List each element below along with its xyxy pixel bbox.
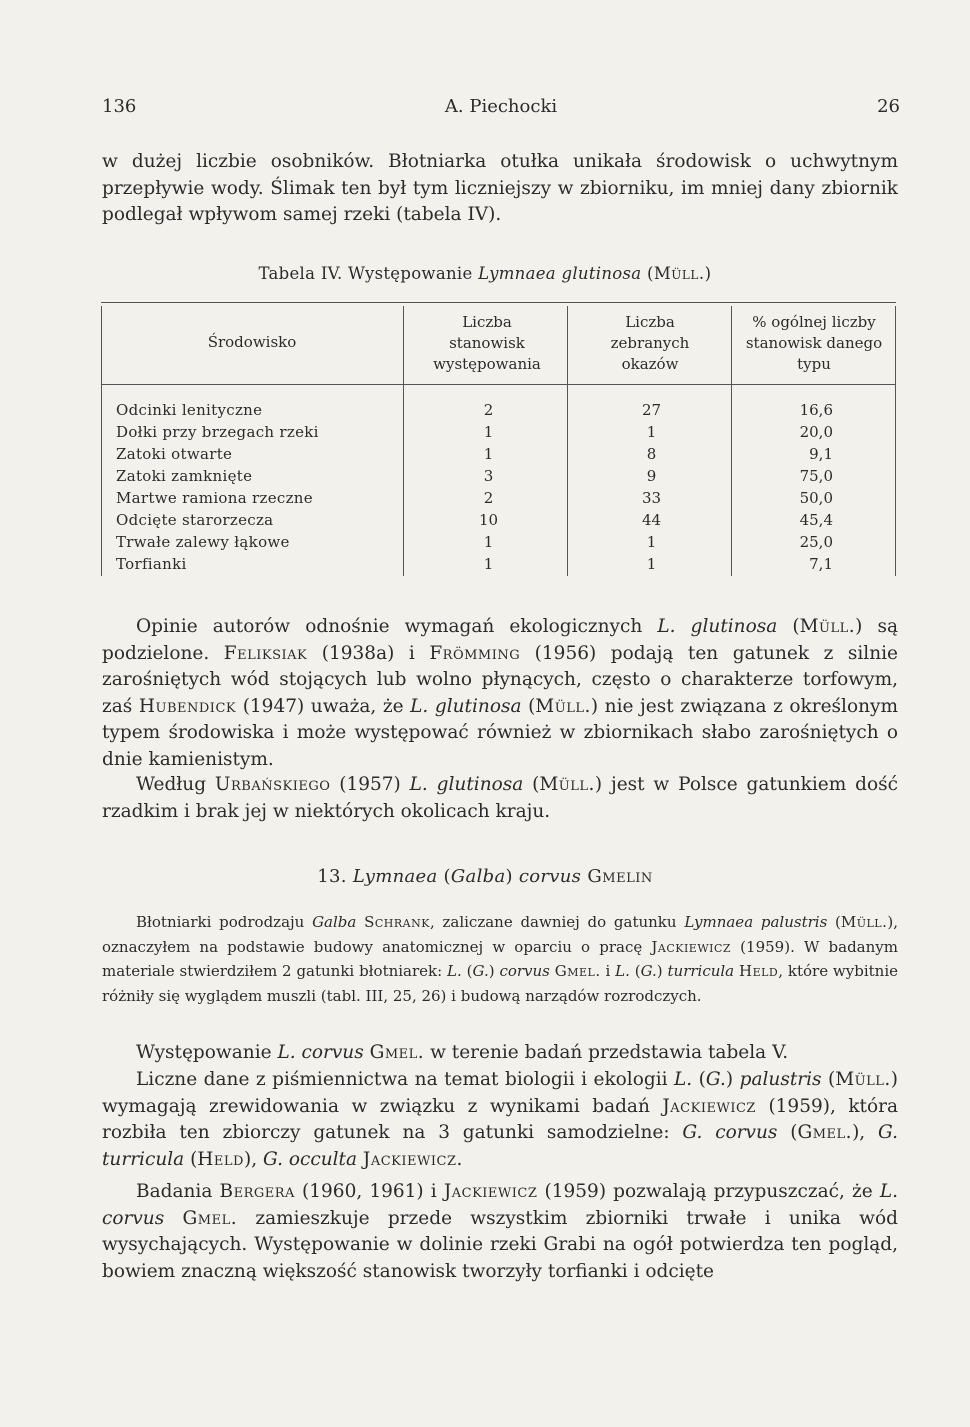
caption-prefix: Tabela IV. Występowanie bbox=[258, 264, 479, 283]
volume-number: 26 bbox=[877, 96, 900, 117]
table-row-procent: 20,0 bbox=[799, 423, 833, 441]
table-row-stanowiska: 2 bbox=[483, 401, 494, 419]
col-header-stanowiska: Liczba stanowisk występowania bbox=[433, 313, 541, 373]
paragraph-liczne: Liczne dane z piśmiennictwa na temat biologii i ekologii L. (G.) palustris (Müll.) wymagają zrewidowania w związku z wynikami badań Jackiewicz (1959), która rozbiła ten zbiorczy gatunek na 3 gatunki samodzielne: G. corvus (Gmel.), G. turricula (Held), G. occulta Jackiewicz. bbox=[102, 1069, 898, 1170]
table-row-stanowiska: 1 bbox=[483, 533, 494, 551]
table-header-rule bbox=[101, 384, 896, 385]
paragraph-opinie: Opinie autorów odnośnie wymagań ekologicznych L. glutinosa (Müll.) są podzielone. Feliksiak (1938a) i Frömming (1956) podają ten gatunek z silnie zarośniętych wód stojących lub wolno płynących, często o charakterze torfowym, zaś Hubendick (1947) uważa, że L. glutinosa (Müll.) nie jest związana z określonym typem środowiska i może występować również w zbiornikach słabo zarośniętych o dnie kamienistym. bbox=[102, 616, 898, 770]
col-header-okazy: Liczba zebranych okazów bbox=[610, 313, 690, 373]
paragraph-wedlug: Według Urbańskiego (1957) L. glutinosa (Müll.) jest w Polsce gatunkiem dość rzadkim i brak jej w niektórych okolicach kraju. bbox=[102, 774, 898, 822]
col-header-srodowisko: Środowisko bbox=[207, 333, 297, 351]
table-row-stanowiska: 1 bbox=[483, 555, 494, 573]
table-row-procent: 50,0 bbox=[799, 489, 833, 507]
table-row-okazy: 1 bbox=[646, 533, 657, 551]
table-row-name: Dołki przy brzegach rzeki bbox=[116, 423, 319, 441]
table-row-stanowiska: 10 bbox=[478, 511, 499, 529]
caption-species: Lymnaea glutinosa bbox=[478, 264, 642, 283]
table-row-procent: 9,1 bbox=[809, 445, 833, 463]
table-row-name: Zatoki zamknięte bbox=[116, 467, 253, 485]
page-number: 136 bbox=[102, 96, 137, 117]
table-caption bbox=[0, 264, 970, 283]
table-row-stanowiska: 2 bbox=[483, 489, 494, 507]
table-row-okazy: 33 bbox=[641, 489, 662, 507]
table-row-name: Odcięte starorzecza bbox=[116, 511, 274, 529]
running-header bbox=[102, 96, 900, 120]
table-row-procent: 75,0 bbox=[799, 467, 833, 485]
table-row-okazy: 9 bbox=[646, 467, 657, 485]
table-row-okazy: 8 bbox=[646, 445, 657, 463]
table-row-stanowiska: 3 bbox=[483, 467, 494, 485]
table-right-rule bbox=[895, 306, 896, 576]
table-row-procent: 45,4 bbox=[799, 511, 833, 529]
table-row-okazy: 44 bbox=[641, 511, 662, 529]
paragraph-badania: Badania Bergera (1960, 1961) i Jackiewicz (1959) pozwalają przypuszczać, że L. corvus Gmel. zamieszkuje przede wszystkim zbiorniki trwałe i unika wód wysychających. Występowanie w dolinie rzeki Grabi na ogół potwierdza ten pogląd, bowiem znaczną większość stanowisk tworzyły torfianki i odcięte bbox=[102, 1181, 898, 1282]
section-title: 13. Lymnaea (Galba) corvus Gmelin bbox=[317, 866, 653, 887]
table-iv bbox=[101, 302, 896, 577]
table-row-okazy: 1 bbox=[646, 555, 657, 573]
running-author: A. Piechocki bbox=[444, 96, 558, 117]
table-row-procent: 7,1 bbox=[809, 555, 833, 573]
table-row-okazy: 1 bbox=[646, 423, 657, 441]
paragraph-small: Błotniarki podrodzaju Galba Schrank, zaliczane dawniej do gatunku Lymnaea palustris (Müll.), oznaczyłem na podstawie budowy anatomicznej w oparciu o pracę Jackiewicz (1959). W badanym materiale stwierdziłem 2 gatunki błotniarek: L. (G.) corvus Gmel. i L. (G.) turricula Held, które wybitnie różniły się wyglądem muszli (tabl. III, 25, 26) i budową narządów rozrodczych. bbox=[102, 913, 898, 1005]
table-row-procent: 16,6 bbox=[799, 401, 833, 419]
table-row-name: Martwe ramiona rzeczne bbox=[116, 489, 313, 507]
table-row-stanowiska: 1 bbox=[483, 445, 494, 463]
table-row-stanowiska: 1 bbox=[483, 423, 494, 441]
col-header-procent: % ogólnej liczby stanowisk danego typu bbox=[745, 313, 883, 373]
table-top-rule bbox=[101, 302, 896, 303]
table-row-name: Zatoki otwarte bbox=[116, 445, 233, 463]
table-row-name: Odcinki lenityczne bbox=[116, 401, 263, 419]
table-row-name: Trwałe zalewy łąkowe bbox=[116, 533, 290, 551]
paragraph-wystepowanie: Występowanie L. corvus Gmel. w terenie badań przedstawia tabela V. bbox=[136, 1042, 789, 1063]
table-row-procent: 25,0 bbox=[799, 533, 833, 551]
caption-author: (Müll.) bbox=[646, 264, 712, 283]
intro-paragraph: w dużej liczbie osobników. Błotniarka otułka unikała środowisk o uchwytnym przepływie wody. Ślimak ten był tym liczniejszy w zbiorniku, im mniej dany zbiornik podlegał wpływom samej rzeki (tabela IV). bbox=[102, 151, 898, 225]
table-row-okazy: 27 bbox=[641, 401, 662, 419]
table-col-rule bbox=[403, 306, 404, 576]
table-row-name: Torfianki bbox=[116, 555, 187, 573]
